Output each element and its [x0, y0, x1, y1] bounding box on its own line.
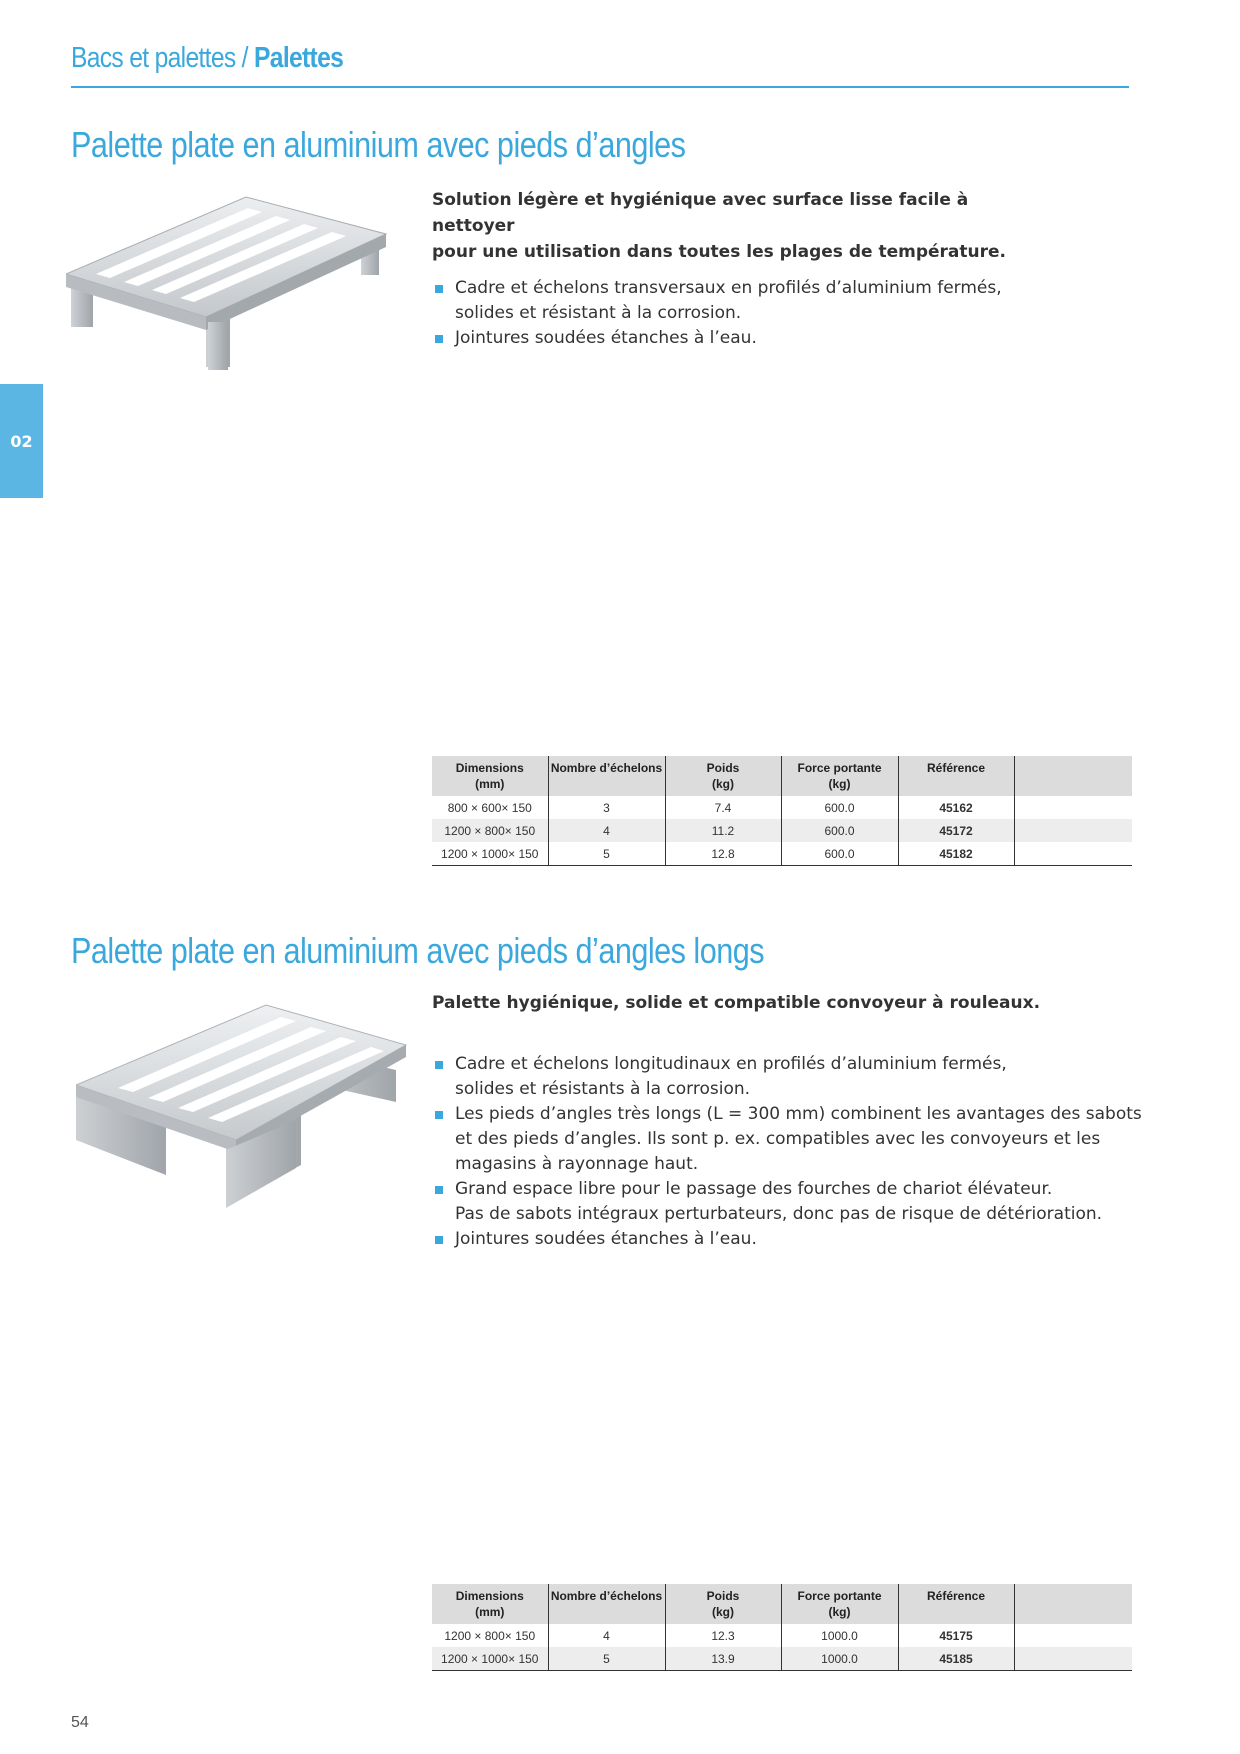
cell-dimensions: 1200 × 800× 150 — [432, 1624, 548, 1647]
bullet-item — [432, 1227, 1152, 1252]
section-2-lead — [432, 990, 1052, 1016]
table-header-row — [432, 756, 1132, 796]
col-header-rungs: Nombre d’échelons — [548, 756, 665, 796]
col-header-load: Force portante (kg) — [781, 756, 898, 796]
bullet-line: Cadre et échelons transversaux en profilés d’aluminium fermés, — [455, 278, 1002, 298]
section-2-bullets — [432, 1052, 1152, 1252]
section-1-title: Palette plate en aluminium avec pieds d’angles — [71, 124, 686, 165]
bullet-line: et des pieds d’angles. Ils sont p. ex. compatibles avec les convoyeurs et les — [455, 1129, 1101, 1149]
bullet-line: Pas de sabots intégraux perturbateurs, donc pas de risque de détérioration. — [455, 1204, 1103, 1224]
cell-reference[interactable]: 45172 — [898, 819, 1014, 842]
col-header-load: Force portante (kg) — [781, 1584, 898, 1624]
cell-empty — [1014, 819, 1132, 842]
bullet-item — [432, 1052, 1152, 1102]
cell-empty — [1014, 842, 1132, 866]
col-header-weight: Poids (kg) — [665, 756, 781, 796]
cell-weight: 12.3 — [665, 1624, 781, 1647]
cell-weight: 11.2 — [665, 819, 781, 842]
cell-dimensions: 1200 × 1000× 150 — [432, 1647, 548, 1671]
page-number: 54 — [71, 1714, 89, 1731]
spec-table-1 — [432, 756, 1132, 866]
cell-load: 1000.0 — [781, 1647, 898, 1671]
col-header-empty — [1014, 756, 1132, 796]
cell-load: 600.0 — [781, 819, 898, 842]
cell-dimensions: 800 × 600× 150 — [432, 796, 548, 819]
cell-empty — [1014, 1647, 1132, 1671]
section-2-title: Palette plate en aluminium avec pieds d’angles longs — [71, 930, 765, 971]
bullet-line: solides et résistants à la corrosion. — [455, 1079, 751, 1099]
cell-weight: 13.9 — [665, 1647, 781, 1671]
breadcrumb — [71, 42, 343, 75]
table-header-row — [432, 1584, 1132, 1624]
breadcrumb-current: Palettes — [254, 42, 344, 74]
cell-dimensions: 1200 × 800× 150 — [432, 819, 548, 842]
cell-weight: 12.8 — [665, 842, 781, 866]
cell-weight: 7.4 — [665, 796, 781, 819]
cell-reference[interactable]: 45175 — [898, 1624, 1014, 1647]
cell-load: 600.0 — [781, 796, 898, 819]
cell-load: 1000.0 — [781, 1624, 898, 1647]
bullet-line: Jointures soudées étanches à l’eau. — [455, 1229, 757, 1249]
col-header-reference: Référence — [898, 756, 1014, 796]
bullet-item — [432, 326, 1152, 351]
cell-empty — [1014, 796, 1132, 819]
col-header-rungs: Nombre d’échelons — [548, 1584, 665, 1624]
header-rule — [71, 86, 1129, 88]
bullet-item — [432, 276, 1152, 326]
pallet-image-1 — [66, 192, 406, 372]
cell-rungs: 4 — [548, 1624, 665, 1647]
cell-rungs: 4 — [548, 819, 665, 842]
bullet-square-icon — [435, 1061, 443, 1069]
bullet-item — [432, 1102, 1152, 1177]
table-row — [432, 819, 1132, 842]
table-row — [432, 1647, 1132, 1671]
cell-reference[interactable]: 45182 — [898, 842, 1014, 866]
bullet-line: Les pieds d’angles très longs (L = 300 mm) combinent les avantages des sabots — [455, 1104, 1142, 1124]
bullet-square-icon — [435, 335, 443, 343]
bullet-line: Jointures soudées étanches à l’eau. — [455, 328, 757, 348]
col-header-dimensions: Dimensions (mm) — [432, 756, 548, 796]
cell-dimensions: 1200 × 1000× 150 — [432, 842, 548, 866]
breadcrumb-separator: / — [235, 42, 255, 74]
bullet-square-icon — [435, 1186, 443, 1194]
cell-empty — [1014, 1624, 1132, 1647]
cell-rungs: 5 — [548, 842, 665, 866]
cell-rungs: 5 — [548, 1647, 665, 1671]
cell-reference[interactable]: 45185 — [898, 1647, 1014, 1671]
section-2-lead-line: Palette hygiénique, solide et compatible convoyeur à rouleaux. — [432, 993, 1041, 1013]
bullet-item — [432, 1177, 1152, 1227]
cell-reference[interactable]: 45162 — [898, 796, 1014, 819]
col-header-weight: Poids (kg) — [665, 1584, 781, 1624]
bullet-line: solides et résistant à la corrosion. — [455, 303, 742, 323]
table-row — [432, 796, 1132, 819]
spec-table-2 — [432, 1584, 1132, 1671]
pallet-image-2 — [76, 990, 416, 1230]
bullet-square-icon — [435, 1111, 443, 1119]
bullet-line: Cadre et échelons longitudinaux en profilés d’aluminium fermés, — [455, 1054, 1007, 1074]
cell-rungs: 3 — [548, 796, 665, 819]
col-header-dimensions: Dimensions (mm) — [432, 1584, 548, 1624]
bullet-line: magasins à rayonnage haut. — [455, 1154, 699, 1174]
col-header-empty — [1014, 1584, 1132, 1624]
bullet-square-icon — [435, 285, 443, 293]
cell-load: 600.0 — [781, 842, 898, 866]
col-header-reference: Référence — [898, 1584, 1014, 1624]
chapter-tab[interactable]: 02 — [0, 384, 43, 498]
section-1-lead-line: pour une utilisation dans toutes les plages de température. — [432, 242, 1006, 262]
table-row — [432, 1624, 1132, 1647]
breadcrumb-parent[interactable]: Bacs et palettes — [71, 42, 236, 74]
bullet-line: Grand espace libre pour le passage des fourches de chariot élévateur. — [455, 1179, 1053, 1199]
section-1-lead-line: Solution légère et hygiénique avec surface lisse facile à nettoyer — [432, 190, 969, 236]
section-1-lead — [432, 187, 1052, 265]
bullet-square-icon — [435, 1236, 443, 1244]
section-1-bullets — [432, 276, 1152, 351]
table-row — [432, 842, 1132, 866]
